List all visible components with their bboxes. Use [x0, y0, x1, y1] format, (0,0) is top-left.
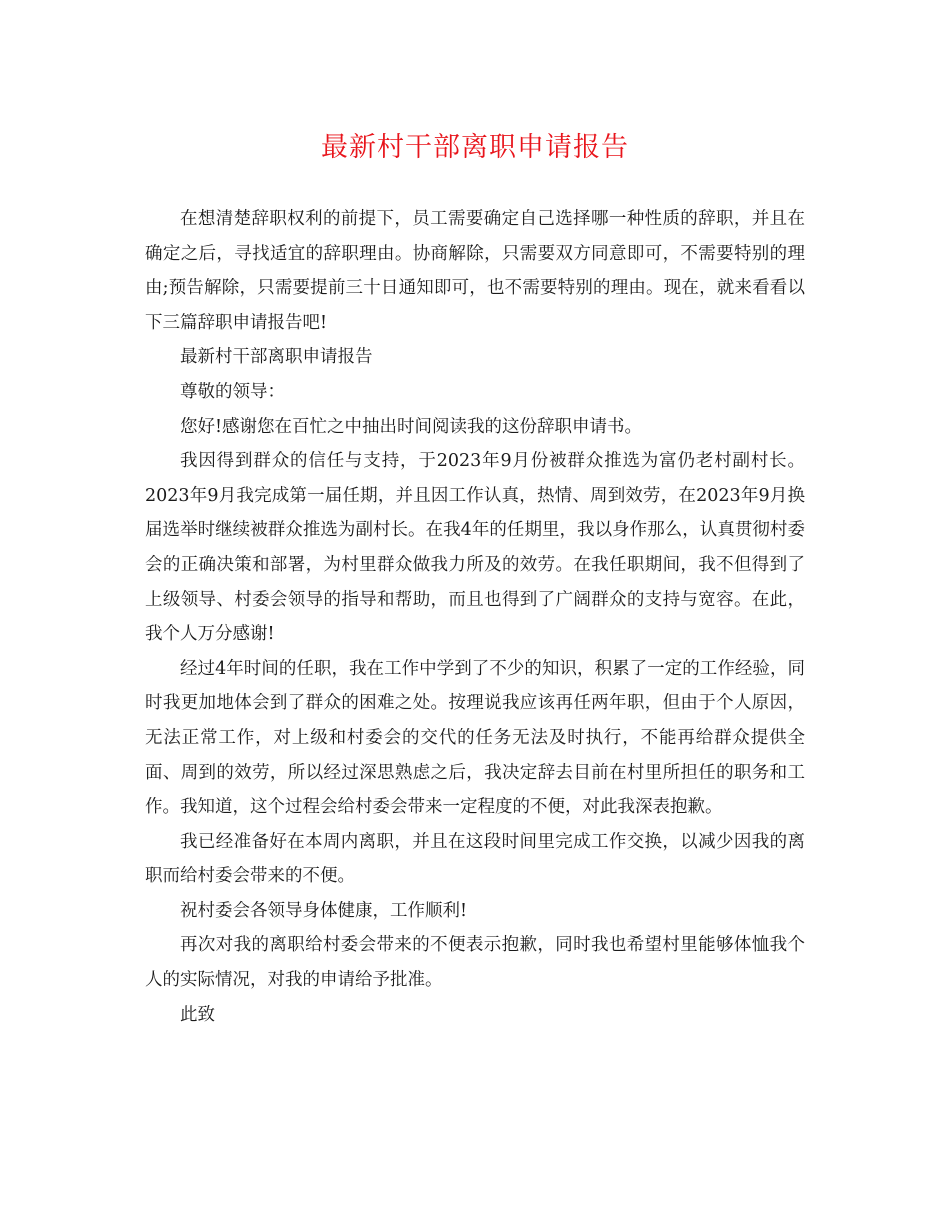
body-paragraph-reason: 经过4年时间的任职，我在工作中学到了不少的知识，积累了一定的工作经验，同时我更加地体会到了群众的困难之处。按理说我应该再任两年职，但由于个人原因，无法正常工作，对上级和村委会的交代的任务无法及时执行，不能再给群众提供全面、周到的效劳，所以经过深思熟虑之后，我决定辞去目前在村里所担任的职务和工作。我知道，这个过程会给村委会带来一定程度的不便，对此我深表抱歉。 [145, 658, 805, 818]
document-title: 最新村干部离职申请报告 [321, 132, 629, 163]
blessing-paragraph: 祝村委会各领导身体健康，工作顺利! [180, 900, 468, 921]
body-paragraph-handover: 我已经准备好在本周内离职，并且在这段时间里完成工作交换，以减少因我的离职而给村委会带来的不便。 [145, 831, 805, 887]
letter-heading: 最新村干部离职申请报告 [180, 347, 373, 368]
document-body [145, 202, 805, 1032]
intro-paragraph: 在想清楚辞职权利的前提下，员工需要确定自己选择哪一种性质的辞职，并且在确定之后，寻找适宜的辞职理由。协商解除，只需要双方同意即可，不需要特别的理由;预告解除，只需要提前三十日通知即可，也不需要特别的理由。现在，就来看看以下三篇辞职申请报告吧! [145, 209, 805, 333]
body-paragraph-service: 我因得到群众的信任与支持，于2023年9月份被群众推选为富仍老村副村长。2023年9月我完成第一届任期，并且因工作认真，热情、周到效劳，在2023年9月换届选举时继续被群众推选为副村长。在我4年的任期里，我以身作那么，认真贯彻村委会的正确决策和部署，为村里群众做我力所及的效劳。在我任职期间，我不但得到了上级领导、村委会领导的指导和帮助，而且也得到了广阔群众的支持与宽容。在此，我个人万分感谢! [145, 451, 805, 645]
apology-paragraph: 再次对我的离职给村委会带来的不便表示抱歉，同时我也希望村里能够体恤我个人的实际情况，对我的申请给予批准。 [145, 935, 805, 991]
greeting-paragraph: 您好!感谢您在百忙之中抽出时间阅读我的这份辞职申请书。 [180, 416, 643, 437]
salutation: 尊敬的领导： [180, 381, 285, 402]
closing-phrase: 此致 [180, 1004, 215, 1025]
